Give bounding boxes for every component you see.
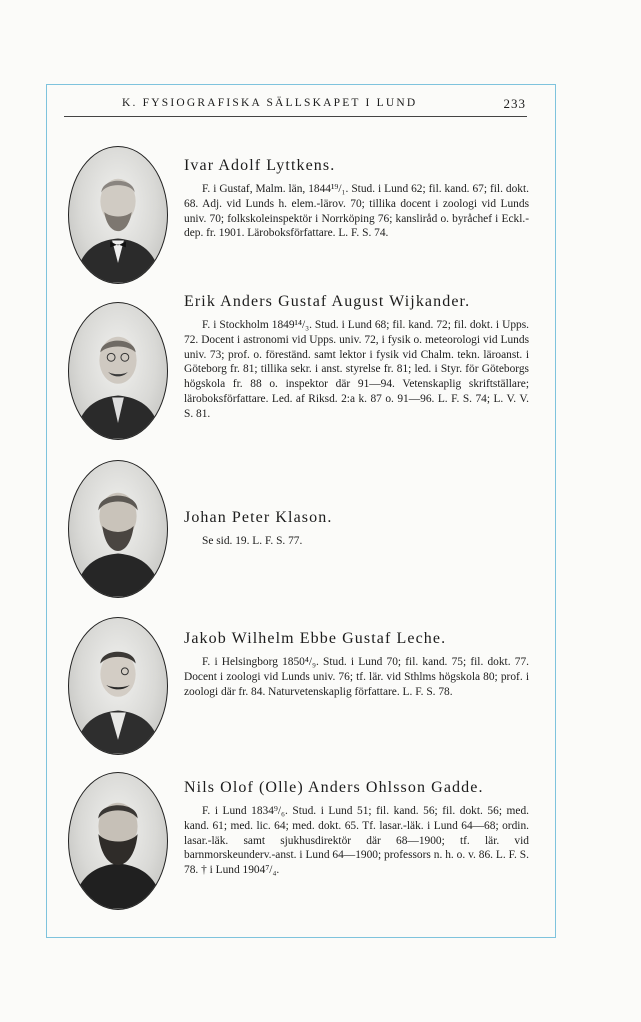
portrait-figure-icon — [69, 303, 167, 439]
person-bio: F. i Stockholm 1849¹⁴/₃. Stud. i Lund 68; fil. kand. 72; fil. dokt. i Upps. 72. Docent i astronomi vid Upps. univ. 72, i fysik o. meteorologi vid Lunds univ. 73; prof. o. föreständ. samt lektor i fysik vid Chalm. tekn. läroanst. i Göteborg fr. 81; tillika sekr. i anst. styrelse fr. 81; led. i Styr. för Göteborgs högskola fr. 88 o. inspektor där 91—94. Vetenskaplig skriftställare; läroboksförfattare. Led. af Riksd. 2:a k. 87 o. 91—96. L. F. S. 74; L. V. V. S. 81. — [184, 319, 529, 420]
person-name: Nils Olof (Olle) Anders Ohlsson Gadde. — [184, 779, 484, 796]
running-head — [66, 97, 526, 115]
portrait-figure-icon — [69, 773, 167, 909]
person-name: Jakob Wilhelm Ebbe Gustaf Leche. — [184, 630, 447, 647]
entry-text — [184, 778, 529, 878]
portrait-photo — [68, 617, 168, 755]
entry-text — [184, 508, 529, 549]
person-bio: F. i Gustaf, Malm. län, 1844¹⁹/₁. Stud. i Lund 62; fil. kand. 67; fil. dokt. 68. Adj. vid Lunds h. elem.-lärov. 70; tillika docent i zoologi vid Lunds univ. 70; folkskoleinspektör i Norrköping 76; kansliråd o. byråchef i Eckl.-dep. fr. 1901. Läroboksförfattare. L. F. S. 74. — [184, 183, 529, 240]
portrait-figure-icon — [69, 147, 167, 283]
person-bio: Se sid. 19. L. F. S. 77. — [202, 535, 303, 547]
portrait-figure-icon — [69, 618, 167, 754]
portrait-photo — [68, 302, 168, 440]
person-bio: F. i Helsingborg 1850⁴/₉. Stud. i Lund 70; fil. kand. 75; fil. dokt. 77. Docent i zoologi vid Lunds univ. 76; tf. lär. vid Sthlms högskola 80; prof. i zoologi där fr. 84. Naturvetenskaplig författare. L. F. S. 78. — [184, 656, 529, 698]
running-head-title: K. FYSIOGRAFISKA SÄLLSKAPET I LUND — [122, 97, 418, 109]
header-rule — [64, 116, 527, 117]
person-name: Ivar Adolf Lyttkens. — [184, 157, 336, 174]
portrait-figure-icon — [69, 461, 167, 597]
page-number: 233 — [503, 96, 526, 111]
entry-text — [184, 629, 529, 699]
person-name: Erik Anders Gustaf August Wijkander. — [184, 293, 471, 310]
person-bio: F. i Lund 1834⁹/₆. Stud. i Lund 51; fil. kand. 56; fil. dokt. 56; med. kand. 61; med. lic. 64; med. dokt. 65. Tf. lasar.-läk. i Lund 64—68; ordin. lasar.-läk. samt sjukhusdirektör där 68—1900; tf. lär. vid barnmorskeunderv.-anst. i Lund 64—1900; professors n. h. o. v. 86. L. F. S. 78. † i Lund 1904⁷/₄. — [184, 805, 529, 877]
portrait-photo — [68, 460, 168, 598]
portrait-photo — [68, 772, 168, 910]
entry-text — [184, 156, 529, 241]
entry-text — [184, 292, 529, 422]
person-name: Johan Peter Klason. — [184, 509, 333, 526]
portrait-photo — [68, 146, 168, 284]
